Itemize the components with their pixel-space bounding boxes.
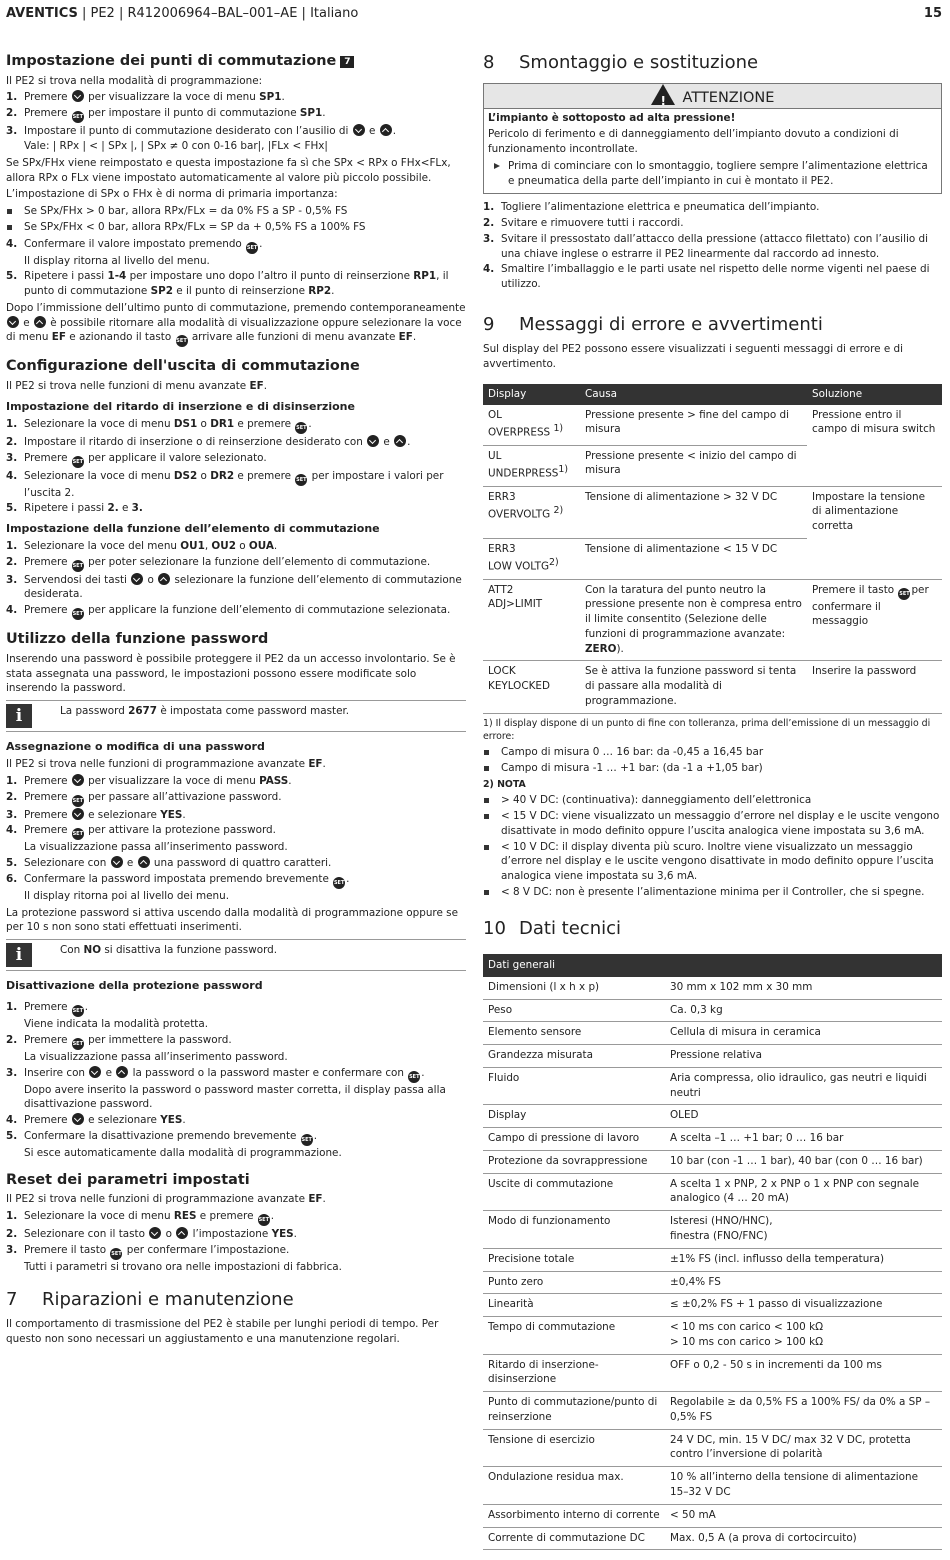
spec-label: Punto di commutazione/punto di reinserzione	[483, 1392, 665, 1430]
table-row	[483, 1294, 942, 1317]
spec-label: Display	[483, 1105, 665, 1128]
spec-value: Cellula di misura in ceramica	[665, 1022, 942, 1045]
step: 5. Ripetere i passi 2. e 3.	[6, 502, 143, 515]
bullet: < 10 V DC: il display diventa più scuro. Inoltre viene visualizzato un messaggio d’errore nel display e le uscite vengono disattivate in modo definito oppure l’uscita analogica viene impostata su 3,6 mA.	[483, 840, 942, 884]
step: 5. Confermare la disattivazione premendo brevemente SET . Si esce automaticamente dalla modalità di programmazione.	[6, 1129, 342, 1159]
steps-list	[6, 417, 466, 516]
chevron-up-button-icon	[116, 1066, 128, 1078]
section-error-messages	[483, 314, 942, 900]
warning-action: Prima di cominciare con lo smontaggio, togliere sempre l’alimentazione elettrica e pneumatica della parte dell’impianto in cui è montato il PE2.	[488, 159, 937, 189]
chevron-down-button-icon	[353, 124, 365, 136]
intro-text: Il PE2 si trova nella modalità di programmazione:	[6, 74, 263, 87]
section-title: Impostazione dei punti di commutazione 7	[6, 52, 466, 71]
spec-label: Dimensioni (l x h x p)	[483, 977, 665, 999]
spec-value: OFF o 0,2 - 50 s in incrementi da 100 ms	[665, 1354, 942, 1392]
step: 1. Premere per visualizzare la voce di menu PASS.	[6, 774, 292, 787]
info-note: i Con NO si disattiva la funzione password.	[6, 939, 466, 971]
spec-label: Precisione totale	[483, 1248, 665, 1271]
chevron-down-button-icon	[72, 808, 84, 820]
column-header: Display	[483, 384, 580, 405]
step: 1. Premere per visualizzare la voce di menu SP1.	[6, 91, 285, 104]
warning-subtitle: L’impianto è sottoposto ad alta pressione!	[488, 111, 736, 124]
info-note: i La password 2677 è impostata come password master.	[6, 700, 466, 732]
spec-label: Linearità	[483, 1294, 665, 1317]
spec-label: Modo di funzionamento	[483, 1211, 665, 1249]
chevron-down-button-icon	[7, 316, 19, 328]
table-row	[483, 1271, 942, 1294]
chapter-title: 8 Smontaggio e sostituzione	[483, 52, 759, 73]
chevron-up-button-icon	[138, 856, 150, 868]
chevron-up-button-icon	[158, 573, 170, 585]
table-row	[483, 1248, 942, 1271]
set-button-icon: SET	[72, 1005, 84, 1017]
spec-value: ±0,4% FS	[665, 1271, 942, 1294]
set-button-icon: SET	[333, 877, 345, 889]
chevron-down-button-icon	[367, 435, 379, 447]
bullet: Se SPx/FHx < 0 bar, allora RPx/FLx = SP da + 0,5% FS a 100% FS	[6, 220, 466, 235]
chevron-up-button-icon	[394, 435, 406, 447]
set-button-icon: SET	[110, 1248, 122, 1260]
table-row	[483, 1150, 942, 1173]
step: 4. Smaltire l’imballaggio e le parti usate nel rispetto delle norme vigenti nel paese di utilizzo.	[483, 263, 930, 291]
bullet-list	[483, 793, 942, 899]
step: 1. Togliere l’alimentazione elettrica e pneumatica dell’impianto.	[483, 201, 820, 214]
set-button-icon: SET	[258, 1214, 270, 1226]
spec-value: Max. 0,5 A (a prova di cortocircuito)	[665, 1527, 942, 1550]
chevron-down-button-icon	[72, 90, 84, 102]
table-row	[483, 1045, 942, 1068]
spec-value: Pressione relativa	[665, 1045, 942, 1068]
step: 5. Ripetere i passi 1-4 per impostare uno dopo l’altro il punto di reinserzione RP1, il punto di commutazione SP2 e il punto di reinserzione RP2.	[6, 270, 449, 298]
paragraph: Il comportamento di trasmissione del PE2 è stabile per lunghi periodi di tempo. Per questo non sono necessari un aggiustamento e una manutenzione regolari.	[6, 1318, 439, 1345]
step: 1. Selezionare la voce di menu DS1 o DR1 e premere SET .	[6, 417, 466, 434]
table-row	[483, 1173, 942, 1211]
table-header: Dati generali	[483, 954, 942, 977]
table-row	[483, 1467, 942, 1505]
spec-value: OLED	[665, 1105, 942, 1128]
chapter-title: 10 Dati tecnici	[483, 917, 622, 939]
spec-value: A scelta –1 … +1 bar; 0 … 16 bar	[665, 1128, 942, 1151]
step: 3. Inserire con e la password o la password master e confermare con SET . Dopo avere inserito la password o password master corretta, il display passa alla disattivazione password.	[6, 1066, 446, 1111]
step: 3. Impostare il punto di commutazione desiderato con l’ausilio di e . Vale: | RPx | < | SPx |, | SPx ≠ 0 con 0-16 bar|, |FLx < FHx|	[6, 125, 396, 153]
spec-label: Punto zero	[483, 1271, 665, 1294]
table-row	[483, 1527, 942, 1550]
table-row	[483, 1022, 942, 1045]
bullet: Campo di misura 0 … 16 bar: da -0,45 a 16,45 bar	[483, 745, 942, 760]
intro-text: Il PE2 si trova nelle funzioni di menu avanzate EF.	[6, 380, 267, 393]
spec-label: Corrente di commutazione DC	[483, 1527, 665, 1550]
bullet-list	[483, 745, 942, 776]
chevron-down-button-icon	[131, 573, 143, 585]
paragraph: La protezione password si attiva uscendo dalla modalità di programmazione oppure se per 10 s non sono stati effettuati inserimenti.	[6, 906, 458, 934]
warning-text: Pericolo di ferimento e di danneggiamento dell’impianto dovuto a condizioni di funzionamento incontrollate.	[488, 128, 899, 156]
section-reset	[6, 1171, 466, 1275]
chevron-up-button-icon	[380, 124, 392, 136]
steps-list	[483, 200, 942, 292]
set-button-icon: SET	[72, 795, 84, 807]
step: 2. Impostare il ritardo di inserzione o di reinserzione desiderato con e .	[6, 435, 411, 448]
step: 4. Premere e selezionare YES.	[6, 1114, 186, 1127]
table-row	[483, 1128, 942, 1151]
step: 5. Selezionare con e una password di quattro caratteri.	[6, 857, 332, 870]
spec-value: 24 V DC, min. 15 V DC/ max 32 V DC, protetta contro l’inversione di polarità	[665, 1429, 942, 1467]
info-icon: i	[6, 704, 32, 728]
bullet: < 15 V DC: viene visualizzato un messaggio d’errore nel display e le uscite vengono disattivate in modo definito oppure l’uscita analogica viene impostata su 3,6 mA.	[483, 809, 942, 839]
spec-value: ±1% FS (incl. influsso della temperatura)	[665, 1248, 942, 1271]
warning-header: ! ATTENZIONE	[484, 84, 941, 109]
step: 2. Premere SET per immettere la password. La visualizzazione passa all’inserimento password.	[6, 1033, 288, 1063]
section-password	[6, 630, 466, 1160]
bullet: < 8 V DC: non è presente l’alimentazione minima per il Controller, che si spegne.	[483, 885, 942, 900]
intro-text: Il PE2 si trova nelle funzioni di programmazione avanzate EF.	[6, 758, 326, 771]
subsection-title: Impostazione del ritardo di inserzione e di disinserzione	[6, 399, 355, 413]
step: 1. Premere SET . Viene indicata la modalità protetta.	[6, 1001, 209, 1031]
column-header: Causa	[580, 384, 807, 405]
subsection-title: Disattivazione della protezione password	[6, 979, 263, 993]
figure-ref: 7	[340, 56, 354, 68]
spec-value: A scelta 1 x PNP, 2 x PNP o 1 x PNP con segnale analogico (4 … 20 mA)	[665, 1173, 942, 1211]
spec-value: 10 bar (con -1 … 1 bar), 40 bar (con 0 … 16 bar)	[665, 1150, 942, 1173]
spec-value: 30 mm x 102 mm x 30 mm	[665, 977, 942, 999]
set-button-icon: SET	[295, 422, 307, 434]
table-row	[483, 977, 942, 999]
brand-name: AVENTICS	[6, 6, 78, 21]
page-number: 15	[923, 6, 942, 21]
step: 6. Confermare la password impostata premendo brevemente SET . Il display ritorna poi al livello dei menu.	[6, 872, 350, 902]
footnote: 1) Il display dispone di un punto di fine con tolleranza, prima dell’emissione di un messaggio di errore:	[483, 717, 931, 742]
chevron-down-button-icon	[89, 1066, 101, 1078]
section-disassembly	[483, 52, 942, 292]
subsection-title: Impostazione della funzione dell’elemento di commutazione	[6, 522, 380, 536]
paragraph: Se SPx/FHx viene reimpostato e questa impostazione fa sì che SPx < RPx o FHx<FLx, allora RPx o FLx viene impostato automaticamente al valore più piccolo possibile.	[6, 156, 451, 184]
spec-value: Isteresi (HNO/HNC), finestra (FNO/FNC)	[665, 1211, 942, 1249]
table-row: ATT2 ADJ>LIMIT Con la taratura del punto neutro la pressione presente non è compresa entro il limite consentito (Selezione delle funzioni di programmazione avanzate: ZERO). Premere il tasto SET per confermare il messaggio	[483, 579, 942, 661]
bullet: > 40 V DC: (continuativa): danneggiamento dell’elettronica	[483, 793, 942, 808]
chapter-title: 9 Messaggi di errore e avvertimenti	[483, 313, 823, 335]
bullet: Campo di misura -1 … +1 bar: (da -1 a +1,05 bar)	[483, 761, 942, 776]
document-id: | PE2 | R412006964–BAL–001–AE | Italiano	[77, 6, 359, 21]
set-button-icon: SET	[898, 588, 910, 600]
steps-list	[6, 237, 466, 299]
spec-label: Tempo di commutazione	[483, 1317, 665, 1355]
bullet: Se SPx/FHx > 0 bar, allora RPx/FLx = da 0% FS a SP - 0,5% FS	[6, 204, 466, 219]
table-row: LOCK KEYLOCKED Se è attiva la funzione password si tenta di passare alla modalità di programmazione. Inserire la password	[483, 661, 942, 713]
steps-list	[6, 1000, 466, 1161]
chevron-down-button-icon	[111, 856, 123, 868]
spec-value: Regolabile ≥ da 0,5% FS a 100% FS/ da 0% a SP – 0,5% FS	[665, 1392, 942, 1430]
chapter-title: 7 Riparazioni e manutenzione	[6, 1288, 294, 1310]
page-header	[6, 5, 942, 27]
step: 1. Selezionare la voce di menu RES e premere SET .	[6, 1209, 466, 1226]
section-maintenance	[6, 1289, 466, 1347]
paragraph: Dopo l’immissione dell’ultimo punto di commutazione, premendo contemporaneamente e è possibile ritornare alla modalità di visualizzazione oppure selezionare la voce di menu EF e azionando il tasto SET arrivare alle funzioni di menu avanzate EF.	[6, 301, 466, 348]
step: 3. Servendosi dei tasti o selezionare la funzione dell’elemento di commutazione desiderata.	[6, 573, 462, 601]
info-icon: i	[6, 943, 32, 967]
error-table	[483, 384, 942, 714]
spec-label: Peso	[483, 999, 665, 1022]
step: 2. Premere SET per poter selezionare la funzione dell’elemento di commutazione.	[6, 555, 466, 572]
spec-label: Elemento sensore	[483, 1022, 665, 1045]
spec-value: Aria compressa, olio idraulico, gas neutri e liquidi neutri	[665, 1067, 942, 1105]
spec-value: < 10 ms con carico < 100 kΩ > 10 ms con carico > 100 kΩ	[665, 1317, 942, 1355]
chevron-down-button-icon	[72, 1113, 84, 1125]
set-button-icon: SET	[72, 456, 84, 468]
left-column	[6, 52, 466, 1357]
spec-value: < 50 mA	[665, 1504, 942, 1527]
steps-list	[6, 90, 466, 153]
chevron-down-button-icon	[72, 774, 84, 786]
table-row: ERR3 OVERVOLTG $^{2)}$ Tensione di alimentazione > 32 V DC Impostare la tensione di alimentazione corretta	[483, 486, 942, 538]
technical-data-table	[483, 954, 942, 1550]
set-button-icon: SET	[72, 1038, 84, 1050]
set-button-icon: SET	[176, 335, 188, 347]
column-header: Soluzione	[807, 384, 942, 405]
spec-label: Ondulazione residua max.	[483, 1467, 665, 1505]
step: 2. Svitare e rimuovere tutti i raccordi.	[483, 217, 684, 230]
step: 4. Confermare il valore impostato premendo SET . Il display ritorna al livello del menu.	[6, 237, 263, 267]
steps-list	[6, 539, 466, 620]
intro-text: Inserendo una password è possibile proteggere il PE2 da un accesso involontario. Se è stata assegnata una password, le impostazioni possono essere modificate solo inserendo la password.	[6, 652, 456, 695]
table-row: ERR3 LOW VOLTG$^{2)}$ Tensione di alimentazione < 15 V DC	[483, 538, 942, 579]
set-button-icon: SET	[72, 828, 84, 840]
section-output-config	[6, 357, 466, 620]
section-title: Configurazione dell'uscita di commutazione	[6, 358, 360, 375]
set-button-icon: SET	[301, 1134, 313, 1146]
table-row	[483, 1067, 942, 1105]
step: 2. Premere SET per passare all’attivazione password.	[6, 790, 466, 807]
set-button-icon: SET	[72, 111, 84, 123]
footnote: 2) NOTA	[483, 778, 526, 790]
table-row	[483, 1504, 942, 1527]
step: 4. Premere SET per attivare la protezione password. La visualizzazione passa all’inserimento password.	[6, 824, 288, 854]
set-button-icon: SET	[72, 560, 84, 572]
step: 3. Premere il tasto SET per confermare l’impostazione. Tutti i parametri si trovano ora nelle impostazioni di fabbrica.	[6, 1243, 342, 1273]
spec-label: Tensione di esercizio	[483, 1429, 665, 1467]
step: 3. Premere SET per applicare il valore selezionato.	[6, 451, 466, 468]
steps-list	[6, 1209, 466, 1275]
table-row	[483, 999, 942, 1022]
set-button-icon: SET	[408, 1071, 420, 1083]
chevron-up-button-icon	[176, 1227, 188, 1239]
table-row: OL OVERPRESS $^{1)}$ Pressione presente > fine del campo di misura Pressione entro il campo di misura switch	[483, 405, 942, 446]
steps-list	[6, 774, 466, 904]
step: 4. Selezionare la voce di menu DS2 o DR2 e premere SET per impostare i valori per l’uscita 2.	[6, 469, 444, 499]
table-row	[483, 1105, 942, 1128]
section-technical-data	[483, 918, 942, 1551]
spec-value: Ca. 0,3 kg	[665, 999, 942, 1022]
table-row	[483, 1392, 942, 1430]
chevron-up-button-icon	[34, 316, 46, 328]
set-button-icon: SET	[295, 474, 307, 486]
right-column	[483, 52, 942, 1560]
step: 1. Selezionare la voce del menu OU1, OU2 o OUA.	[6, 539, 278, 552]
section-switch-points	[6, 52, 466, 347]
table-row	[483, 1317, 942, 1355]
section-title: Utilizzo della funzione password	[6, 631, 269, 648]
table-row	[483, 1211, 942, 1249]
table-row	[483, 1354, 942, 1392]
intro-text: Il PE2 si trova nelle funzioni di programmazione avanzate EF.	[6, 1193, 326, 1206]
set-button-icon: SET	[72, 608, 84, 620]
spec-label: Campo di pressione di lavoro	[483, 1128, 665, 1151]
spec-label: Grandezza misurata	[483, 1045, 665, 1068]
spec-value: ≤ ±0,2% FS + 1 passo di visualizzazione	[665, 1294, 942, 1317]
spec-label: Protezione da sovrappressione	[483, 1150, 665, 1173]
section-title: Reset dei parametri impostati	[6, 1171, 250, 1188]
step: 4. Premere SET per applicare la funzione dell’elemento di commutazione selezionata.	[6, 603, 466, 620]
spec-value: 10 % all’interno della tensione di alimentazione 15–32 V DC	[665, 1467, 942, 1505]
set-button-icon: SET	[246, 242, 258, 254]
warning-box	[483, 83, 942, 195]
subsection-title: Assegnazione o modifica di una password	[6, 740, 265, 754]
step: 3. Premere e selezionare YES.	[6, 808, 186, 821]
step: 2. Selezionare con il tasto o l’impostazione YES.	[6, 1228, 297, 1241]
bullet-list	[6, 204, 466, 235]
table-row: UL UNDERPRESS$^{1)}$ Pressione presente < inizio del campo di misura	[483, 445, 942, 486]
step: 3. Svitare il pressostato dall’attacco della pressione (attacco filettato) con l’ausilio di una chiave inglese o estrarre il PE2 linearmente dal raccordo ad innesto.	[483, 232, 928, 260]
warning-triangle-icon: !	[651, 84, 675, 105]
chevron-down-button-icon	[149, 1227, 161, 1239]
table-row	[483, 1429, 942, 1467]
spec-label: Uscite di commutazione	[483, 1173, 665, 1211]
step: 2. Premere SET per impostare il punto di commutazione SP1.	[6, 106, 466, 123]
spec-label: Ritardo di inserzione-disinserzione	[483, 1354, 665, 1392]
spec-label: Fluido	[483, 1067, 665, 1105]
paragraph: L’impostazione di SPx o FHx è di norma di primaria importanza:	[6, 188, 338, 201]
intro-text: Sul display del PE2 possono essere visualizzati i seguenti messaggi di errore e di avvertimento.	[483, 343, 904, 371]
spec-label: Assorbimento interno di corrente	[483, 1504, 665, 1527]
